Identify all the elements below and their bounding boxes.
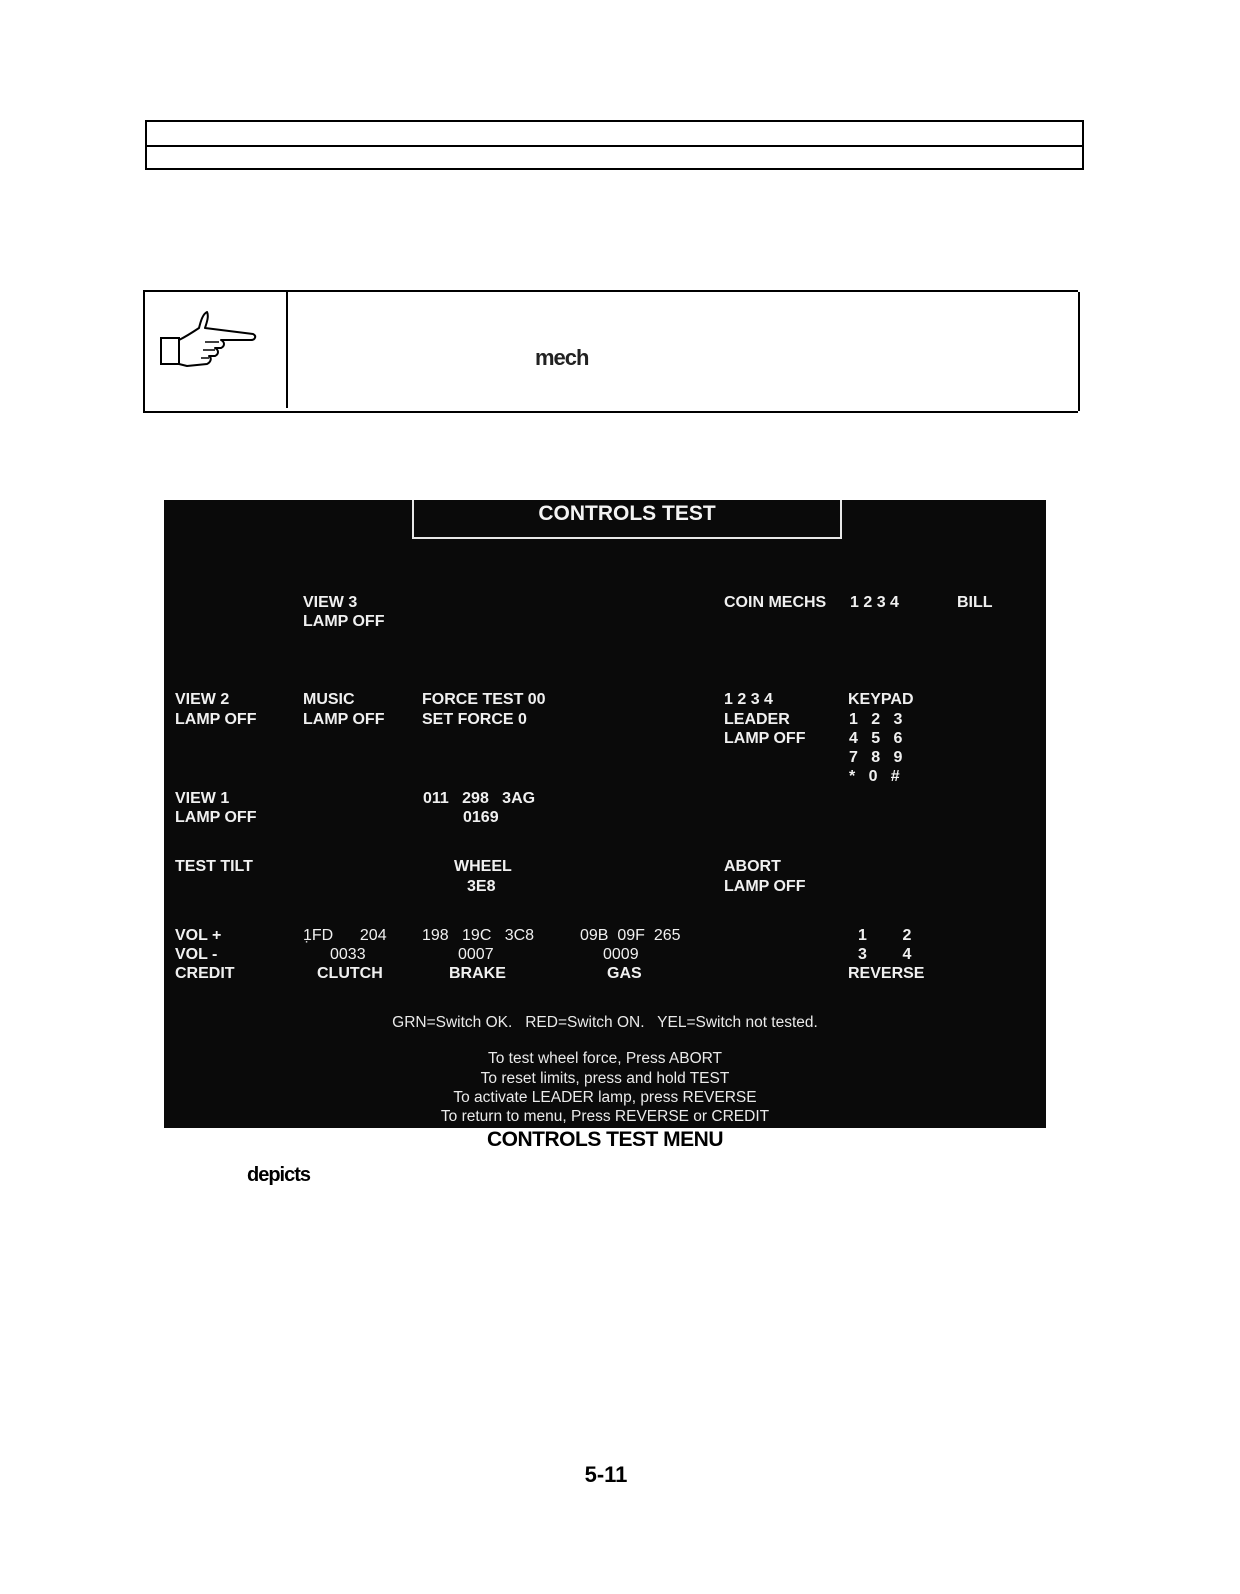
bill-label: BILL bbox=[957, 594, 993, 611]
screen-title-box bbox=[412, 500, 842, 539]
leader-label: LEADER bbox=[724, 711, 790, 728]
view2-label: VIEW 2 bbox=[175, 691, 230, 708]
brake-value: 0007 bbox=[458, 946, 494, 963]
clutch-value: 0033 bbox=[330, 946, 366, 963]
keypad-row: 1 2 3 bbox=[849, 711, 903, 728]
keypad-row: * 0 # bbox=[849, 768, 900, 785]
abort-label: ABORT bbox=[724, 858, 781, 875]
clutch-range: 1̣FD 204 bbox=[303, 927, 387, 944]
note-text-mech: mech bbox=[535, 345, 589, 370]
instruction-line: To return to menu, Press REVERSE or CREDIT bbox=[440, 1108, 770, 1125]
view1-label: VIEW 1 bbox=[175, 790, 230, 807]
wheel-value: 3E8 bbox=[467, 878, 496, 895]
force-value-2: 0169 bbox=[463, 809, 499, 826]
coin-mechs-numbers: 1 2 3 4 bbox=[850, 594, 899, 611]
pointing-hand-icon bbox=[157, 308, 257, 372]
reverse-label: REVERSE bbox=[848, 965, 925, 982]
gas-label: GAS bbox=[607, 965, 642, 982]
shifter-row-2: 3 4 bbox=[858, 946, 912, 963]
brake-label: BRAKE bbox=[449, 965, 506, 982]
instruction-line: To reset limits, press and hold TEST bbox=[480, 1070, 730, 1087]
body-text-depicts: depicts bbox=[247, 1164, 311, 1186]
screen-title: CONTROLS TEST bbox=[538, 502, 716, 525]
set-force-label: SET FORCE 0 bbox=[422, 711, 527, 728]
page-number: 5-11 bbox=[584, 1462, 628, 1487]
switch-legend: GRN=Switch OK. RED=Switch ON. YEL=Switch not tested. bbox=[392, 1014, 818, 1031]
force-values: 011 298 3AG bbox=[423, 790, 536, 807]
keypad-row: 4 5 6 bbox=[849, 730, 903, 747]
brake-range: 198 19C 3C8 bbox=[422, 927, 535, 944]
music-lamp: LAMP OFF bbox=[303, 711, 385, 728]
vol-plus-label: VOL + bbox=[175, 927, 222, 944]
note-box bbox=[143, 290, 1078, 413]
gas-range: 09B 09F 265 bbox=[580, 927, 681, 944]
note-divider bbox=[286, 292, 288, 408]
keypad-row: 7 8 9 bbox=[849, 749, 903, 766]
view1-lamp: LAMP OFF bbox=[175, 809, 257, 826]
keypad-label: KEYPAD bbox=[848, 691, 914, 708]
leader-lamp: LAMP OFF bbox=[724, 730, 806, 747]
abort-lamp: LAMP OFF bbox=[724, 878, 806, 895]
clutch-label: CLUTCH bbox=[317, 965, 383, 982]
view3-label: VIEW 3 bbox=[303, 594, 358, 611]
header-box bbox=[145, 120, 1084, 170]
test-tilt-label: TEST TILT bbox=[175, 858, 253, 875]
figure-caption: CONTROLS TEST MENU bbox=[487, 1128, 723, 1151]
credit-label: CREDIT bbox=[175, 965, 235, 982]
instruction-line: To activate LEADER lamp, press REVERSE bbox=[453, 1089, 757, 1106]
wheel-label: WHEEL bbox=[454, 858, 512, 875]
view2-lamp: LAMP OFF bbox=[175, 711, 257, 728]
controls-test-screen bbox=[164, 500, 1046, 1128]
instruction-line: To test wheel force, Press ABORT bbox=[487, 1050, 723, 1067]
music-label: MUSIC bbox=[303, 691, 355, 708]
leader-numbers: 1 2 3 4 bbox=[724, 691, 773, 708]
force-test-label: FORCE TEST 00 bbox=[422, 691, 546, 708]
shifter-row-1: 1 2 bbox=[858, 927, 912, 944]
view3-lamp: LAMP OFF bbox=[303, 613, 385, 630]
coin-mechs-label: COIN MECHS bbox=[724, 594, 827, 611]
gas-value: 0009 bbox=[603, 946, 639, 963]
header-divider bbox=[147, 145, 1082, 147]
vol-minus-label: VOL - bbox=[175, 946, 218, 963]
